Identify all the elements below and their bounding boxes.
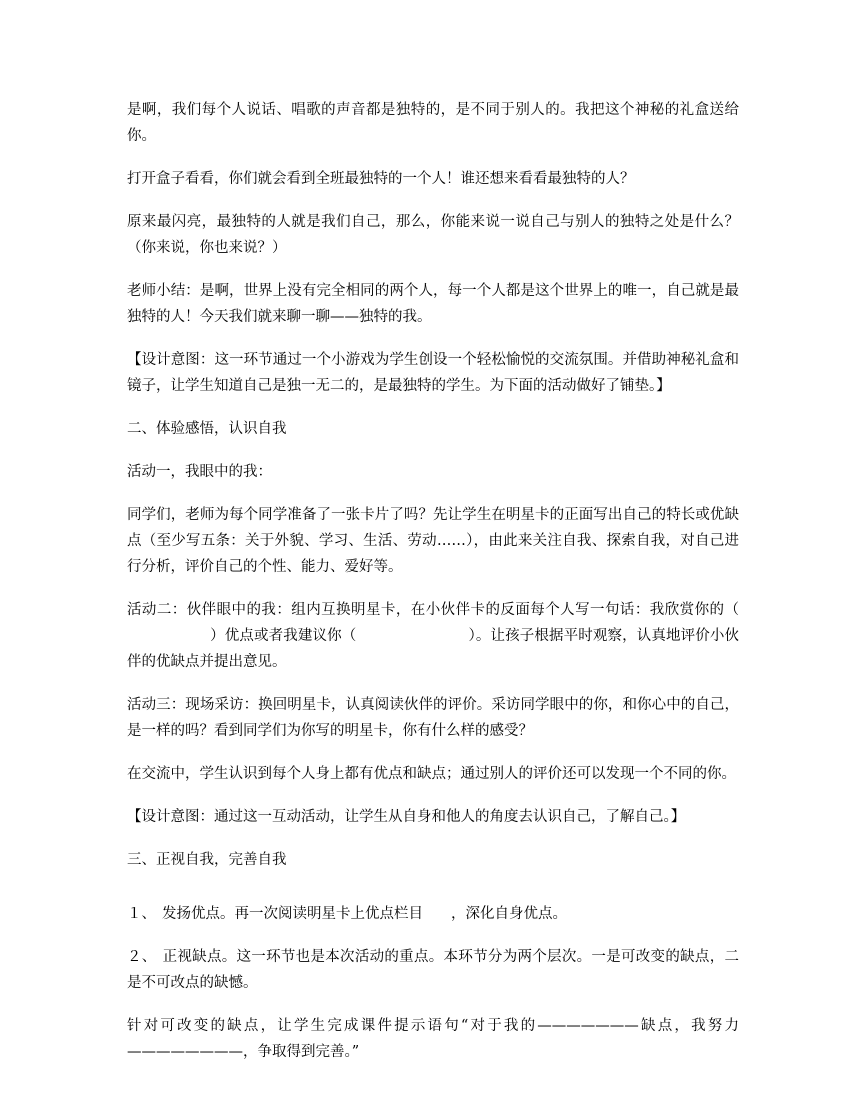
paragraph-teacher-summary: 老师小结：是啊，世界上没有完全相同的两个人，每一个人都是这个世界上的唯一，自己就是最独特的人！今天我们就来聊一聊——独特的我。 — [127, 283, 739, 325]
document-body — [127, 97, 739, 1082]
section-heading-2: 二、体验感悟，认识自我 — [127, 421, 287, 437]
paragraph-design-intent-2: 【设计意图：通过这一互动活动，让学生从自身和他人的角度去认识自己，了解自己。】 — [127, 809, 686, 825]
paragraph-open-box: 打开盒子看看，你们就会看到全班最独特的一个人！谁还想来看看最独特的人？ — [127, 171, 635, 187]
paragraph-gift-box: 是啊，我们每个人说话、唱歌的声音都是独特的，是不同于别人的。我把这个神秘的礼盒送给你。 — [127, 102, 739, 144]
paragraph-activity-2 — [127, 597, 739, 675]
point-1-text-b: ，深化自身优点。 — [451, 906, 567, 922]
section-heading-3: 三、正视自我，完善自我 — [127, 852, 287, 868]
activity-2-text-a: 活动二：伙伴眼中的我：组内互换明星卡，在小伙伴卡的反面每个人写一句话：我欣赏你的（ — [127, 602, 739, 618]
paragraph-activity-1: 同学们，老师为每个同学准备了一张卡片了吗？先让学生在明星卡的正面写出自己的特长或优缺点（至少写五条：关于外貌、学习、生活、劳动……），由此来关注自我、探索自我，对自己进行分析，评价自己的个性、能力、爱好等。 — [127, 507, 739, 575]
activity-1-title: 活动一，我眼中的我： — [127, 464, 272, 480]
paragraph-activity-3: 活动三：现场采访：换回明星卡，认真阅读伙伴的评价。采访同学眼中的你，和你心中的自己，是一样的吗？看到同学们为你写的明星卡，你有什么样的感受？ — [127, 697, 739, 739]
paragraph-fill-sentence: 针对可改变的缺点，让学生完成课件提示语句“对于我的———————缺点，我努力————————，争取得到完善。” — [127, 1018, 739, 1060]
point-1 — [127, 901, 739, 927]
point-2-text: 正视缺点。这一环节也是本次活动的重点。本环节分为两个层次。一是可改变的缺点，二是不可改点的缺憾。 — [127, 949, 739, 991]
activity-2-text-b: ）优点或者我建议你（ — [210, 628, 357, 644]
point-1-number: １、 — [127, 906, 156, 922]
point-2 — [127, 944, 739, 996]
point-2-number: ２、 — [127, 949, 157, 965]
paragraph-design-intent-1: 【设计意图：这一环节通过一个小游戏为学生创设一个轻松愉悦的交流氛围。并借助神秘礼盒和镜子，让学生知道自己是独一无二的，是最独特的学生。为下面的活动做好了铺垫。】 — [127, 352, 739, 394]
paragraph-most-unique: 原来最闪亮，最独特的人就是我们自己，那么，你能来说一说自己与别人的独特之处是什么？（你来说，你也来说？） — [127, 214, 739, 256]
point-1-text-a: 发扬优点。再一次阅读明星卡上优点栏目 — [162, 906, 423, 922]
paragraph-exchange: 在交流中，学生认识到每个人身上都有优点和缺点；通过别人的评价还可以发现一个不同的你。 — [127, 766, 736, 782]
activity-2-text-c: ）。让孩子根据平时观察，认真地评价小伙伴的优缺点并提出意见。 — [127, 628, 739, 670]
